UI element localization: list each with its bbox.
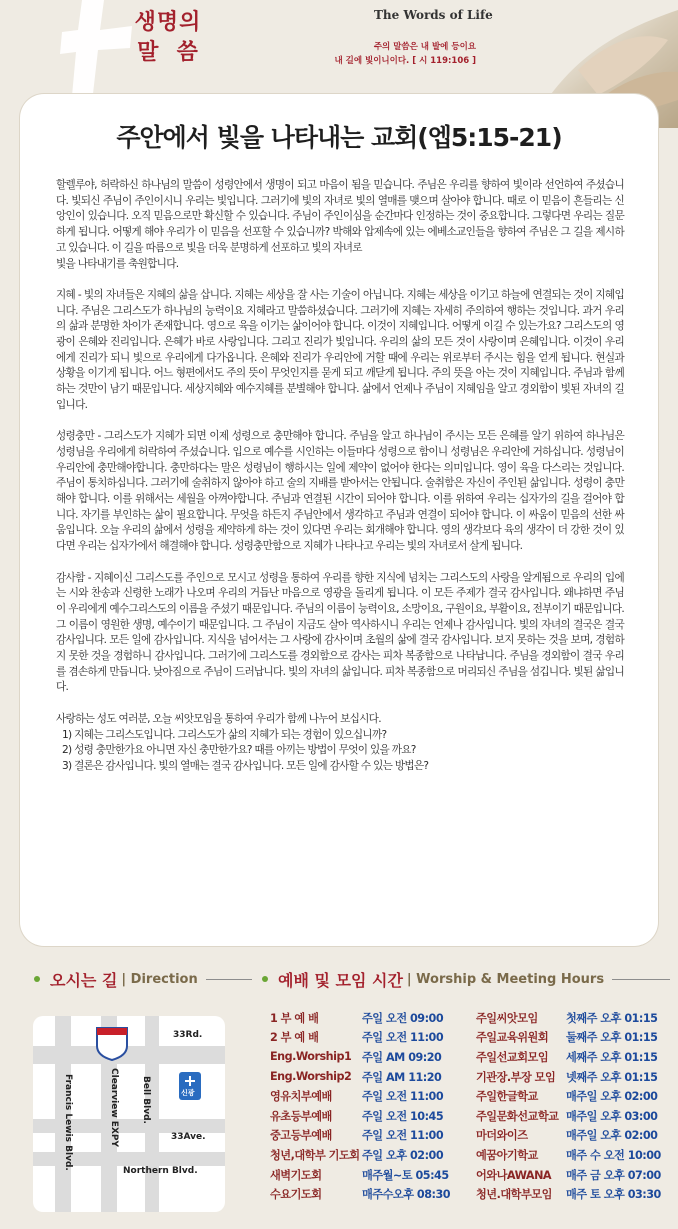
verse-line-2: 내 길에 빛이니이다. [ 시 119:106 ] xyxy=(334,56,476,66)
schedule-right-name: 청년.대학부모임 xyxy=(476,1188,552,1202)
header-verse xyxy=(330,40,476,68)
schedule-row xyxy=(270,1184,660,1204)
schedule-left-time: 매주월~토 05:45 xyxy=(362,1168,449,1182)
sermon-body xyxy=(56,178,624,775)
schedule-row xyxy=(270,1165,660,1185)
sermon-paragraph-spirit: 성령충만 - 그리스도가 지혜가 되면 이제 성령으로 충만해야 합니다. 주님을 알고 하나님이 주시는 모든 은혜를 알기 위하여 하나님은 성령님을 우리에게 허락하여 주셨습니다. 입으로 예수를 시인하는 이들마다 성령으로 함이니 성령님은 우리안에 거하십니다. 성령님이 우리안에 충만해야합니다. 충만하다는 말은 성령님이 행하시는 일에 제약이 없어야 한다는 의미입니다. 영이 육을 다스리는 것입니다. 주님이 통치하십니다. 그러기에 술취하지 않아야 하고 술의 지배를 받아서는 안됩니다. 술취함은 자신이 주인된 삶입니다. 성령이 충만해야 합니다. 이를 위해서는 세월을 아껴야합니다. 주님과 연결된 시간이 되어야 합니다. 이를 위하여 우리는 십자가의 길을 걸어야 합니다. 자기를 부인하는 삶이 필요합니다. 무엇을 하든지 주님안에서 생각하고 주님과 연결이 되어야 합니다. 이 싸움이 믿음의 선한 싸움입니다. 오늘 우리의 삶에서 성령을 제약하게 하는 것이 있다면 우리는 회개해야 합니다. 영의 생각보다 육의 생각이 더 강한 것이 있다면 우리는 십자가에서 해결해야 합니다. 성령충만함으로 지혜가 나타나고 우리는 빛의 자녀로서 살게 됩니다. xyxy=(56,430,624,553)
map-label-33rd: 33Rd. xyxy=(173,1030,203,1040)
sermon-paragraph-intro: 할렐루야, 허락하신 하나님의 말씀이 성령안에서 생명이 되고 마음이 됨을 믿습니다. 주님은 우리를 향하여 빛이라 선언하여 주셨습니다. 빛되신 주님이 주인이시니 우리는 빛입니다. 그러기에 빛의 자녀로 빛의 열매를 맺으며 살아야 합니다. 때로 이 믿음이 흔들리는 신앙인이 있습니다. 오직 믿음으로만 확신할 수 있습니다. 주님이 주인이심을 순간마다 인정하는 것이 중요합니다. 그렇다면 우리는 질문하게 됩니다. 어떻게 해야 우리가 이 믿음을 선포할 수 있습니까? 박해와 압제속에 있는 에베소교인들을 향하여 주님은 그 길을 제시하고 있습니다. 이 길을 따름으로 빛을 더욱 분명하게 선포하고 빛의 자녀로 빛을 나타내기를 축원합니다. xyxy=(56,179,624,270)
sermon-title: 주안에서 빛을 나타내는 교회(엡5:15-21) xyxy=(116,123,562,152)
schedule-left-time: 주일 오전 10:45 xyxy=(362,1109,444,1123)
schedule-left-name: 2 부 예 배 xyxy=(270,1031,319,1045)
schedule-right-name: 기관장.부장 모임 xyxy=(476,1070,556,1084)
schedule-left-name: 유초등부예배 xyxy=(270,1109,332,1123)
worship-header xyxy=(262,966,670,992)
schedule-left-name: Eng.Worship2 xyxy=(270,1070,352,1084)
schedule-right-name: 주일문화선교학교 xyxy=(476,1109,559,1123)
schedule-row xyxy=(270,1106,660,1126)
schedule-right-name: 마더와이즈 xyxy=(476,1129,528,1143)
worship-title-en: | Worship & Meeting Hours xyxy=(406,971,605,987)
words-of-life-label: The Words of Life xyxy=(374,8,493,22)
schedule-right-time: 매주일 오후 03:00 xyxy=(566,1109,658,1123)
map-label-northern: Northern Blvd. xyxy=(123,1166,198,1176)
map-label-francis: Francis Lewis Blvd. xyxy=(63,1074,73,1171)
schedule-right-time: 매주 금 오후 07:00 xyxy=(566,1168,661,1182)
schedule-left-name: 수요기도회 xyxy=(270,1188,322,1202)
verse-line-1: 주의 말씀은 내 발에 등이요 xyxy=(373,42,476,52)
schedule-right-time: 매주일 오후 02:00 xyxy=(566,1129,658,1143)
schedule-left-time: 매주수오후 08:30 xyxy=(362,1188,451,1202)
schedule-left-name: 중고등부예배 xyxy=(270,1129,332,1143)
question-2: 2) 성령 충만한가요 아니면 자신 충만한가요? 때를 아끼는 방법이 무엇이 있을 까요? xyxy=(62,744,416,757)
schedule-left-time: 주일 AM 11:20 xyxy=(362,1070,442,1084)
question-1: 1) 지혜는 그리스도입니다. 그리스도가 삶의 지혜가 되는 경험이 있으십니까? xyxy=(62,728,387,741)
map-label-295: 295 xyxy=(101,1038,122,1049)
map-roads xyxy=(33,1016,225,1212)
title-line-1: 생명의 xyxy=(134,10,202,35)
schedule-right-time: 둘째주 오후 01:15 xyxy=(566,1031,658,1045)
schedule-right-name: 예꿈아기학교 xyxy=(476,1148,538,1162)
church-logo: 신광 xyxy=(181,1089,195,1097)
schedule-row xyxy=(270,1028,660,1048)
schedule-right-name: 주일선교회모임 xyxy=(476,1050,549,1064)
direction-header xyxy=(34,966,252,992)
schedule-right-name: 어와나AWANA xyxy=(476,1168,552,1182)
schedule-left-name: 영유치부예배 xyxy=(270,1090,332,1104)
schedule-row xyxy=(270,1145,660,1165)
schedule-left-time: 주일 오전 11:00 xyxy=(362,1031,444,1045)
schedule-right-time: 세째주 오후 01:15 xyxy=(566,1050,658,1064)
direction-map xyxy=(33,1016,225,1212)
map-label-bell: Bell Blvd. xyxy=(141,1076,151,1124)
worship-schedule xyxy=(270,1008,660,1204)
bullet-dot-icon xyxy=(34,976,40,982)
schedule-left-time: 주일 오후 02:00 xyxy=(362,1148,444,1162)
schedule-right-time: 첫째주 오후 01:15 xyxy=(566,1011,658,1025)
direction-title: 오시는 길 xyxy=(50,970,118,990)
schedule-left-time: 주일 오전 11:00 xyxy=(362,1129,444,1143)
schedule-row xyxy=(270,1047,660,1067)
schedule-right-name: 주일씨앗모임 xyxy=(476,1011,538,1025)
schedule-left-name: 새벽기도회 xyxy=(270,1168,322,1182)
map-label-clearview: Clearview EXPY xyxy=(109,1068,119,1148)
direction-title-en: | Direction xyxy=(121,971,198,987)
sermon-paragraph-thanks: 감사함 - 지혜이신 그리스도를 주인으로 모시고 성령을 통하여 우리를 향한 지식에 넘치는 그리스도의 사랑을 알게됨으로 우리의 입에는 시와 찬송과 신령한 노래가 나오며 우리의 거듭난 마음으로 영광을 돌리게 됩니다. 이 모든 주제가 결국 감사입니다. 왜냐하면 주님이 우리에게 예수그리스도의 이름을 주셨기 때문입니다. 주님의 이름이 능력이요, 소망이요, 구원이요, 부활이요, 전부이기 때문입니다. 그 이름이 영원한 생명, 예수이기 때문입니다. 그 주님이 지금도 살아 역사하시니 우리는 언제나 감사입니다. 빛의 자녀의 결국은 결국 감사입니다. 모든 일에 감사입니다. 지식을 넘어서는 그 사랑에 감사이며 초월의 삶에 결국 감사입니다. 보지 못하는 것을 보며, 경험하지 못한 것을 경험하니 감사입니다. 그러기에 그리스도를 경외함으로 감사는 피차 복종함으로 나타납니다. 주님을 경외함이 결국 우리를 겸손하게 만듭니다. 낮아짐으로 주님이 드러납니다. 빛의 자녀의 삶입니다. 피차 복종함으로 머리되신 주님을 섬깁니다. 빛된 삶입니다. xyxy=(56,571,624,694)
page-title xyxy=(118,8,218,68)
schedule-right-time: 넷째주 오후 01:15 xyxy=(566,1070,658,1084)
schedule-left-time: 주일 오전 09:00 xyxy=(362,1011,444,1025)
schedule-left-time: 주일 오전 11:00 xyxy=(362,1090,444,1104)
schedule-right-name: 주일교육위원회 xyxy=(476,1031,549,1045)
closing-intro: 사랑하는 성도 여러분, 오늘 씨앗모임을 통하여 우리가 함께 나누어 보십시다. xyxy=(56,712,381,725)
schedule-right-time: 매주일 오후 02:00 xyxy=(566,1090,658,1104)
schedule-left-time: 주일 AM 09:20 xyxy=(362,1050,442,1064)
schedule-left-name: Eng.Worship1 xyxy=(270,1050,352,1064)
schedule-row xyxy=(270,1067,660,1087)
schedule-right-time: 매주 토 오후 03:30 xyxy=(566,1188,661,1202)
schedule-row xyxy=(270,1008,660,1028)
schedule-right-time: 매주 수 오전 10:00 xyxy=(566,1148,661,1162)
question-3: 3) 결론은 감사입니다. 빛의 열매는 결국 감사입니다. 모든 일에 감사할 수 있는 방법은? xyxy=(62,759,429,772)
title-line-2: 말 씀 xyxy=(137,40,199,65)
divider-line xyxy=(206,979,252,980)
map-label-33ave: 33Ave. xyxy=(171,1132,206,1142)
sermon-paragraph-wisdom: 지혜 - 빛의 자녀들은 지혜의 삶을 삽니다. 지혜는 세상을 잘 사는 기술이 아닙니다. 지혜는 세상을 이기고 하늘에 연결되는 것이 지혜입니다. 주님은 그리스도가 하나님의 능력이요 지혜라고 말씀하셨습니다. 그러기에 지혜는 자세히 주의하여 행하는 것입니다. 과거 우리의 삶과 분명한 차이가 존재합니다. 영으로 육을 이기는 삶이어야 합니다. 이것이 지혜입니다. 어떻게 이길 수 있는가요? 그리스도의 영광이 은혜와 진리입니다. 은혜가 바로 사랑입니다. 그리고 진리가 빛입니다. 우리의 삶의 모든 것이 사랑이며 은혜입니다. 이것이 우리에게 진리가 되니 빛으로 우리에게 다가옵니다. 은혜와 진리가 우리안에 거할 때에 우리는 위로부터 주시는 힘을 얻게 됩니다. 현실과 상황을 이기게 됩니다. 어느 형편에서도 주의 뜻이 무엇인지를 묻게 되고 깨닫게 됩니다. 주의 뜻을 아는 것이 지혜입니다. 주님과 함께 하는 것만이 남기 때문입니다. 세상지혜와 예수지혜를 분별해야 합니다. 삶에서 언제나 주님이 지혜임을 알고 경외함이 빛된 자녀의 길입니다. xyxy=(56,288,624,411)
schedule-row xyxy=(270,1126,660,1146)
schedule-left-name: 1 부 예 배 xyxy=(270,1011,319,1025)
worship-title: 예배 및 모임 시간 xyxy=(278,970,403,990)
divider-line xyxy=(612,979,670,980)
schedule-left-name: 청년,대학부 기도회 xyxy=(270,1148,360,1162)
schedule-right-name: 주일한글학교 xyxy=(476,1090,538,1104)
schedule-row xyxy=(270,1086,660,1106)
bullet-dot-icon xyxy=(262,976,268,982)
